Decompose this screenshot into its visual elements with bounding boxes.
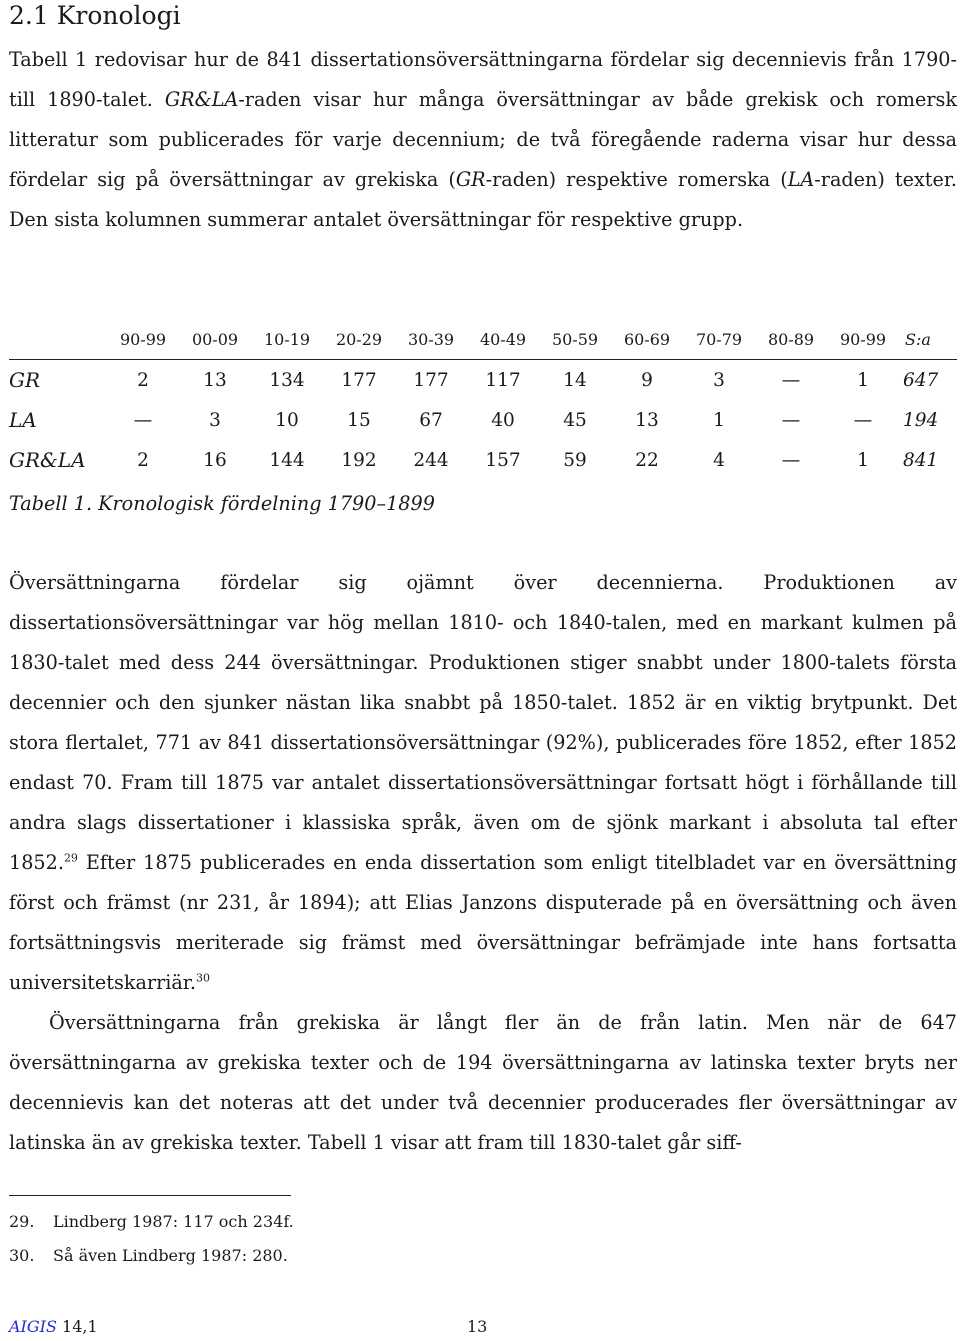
chronology-table	[9, 319, 957, 480]
table-cell: —	[133, 409, 153, 431]
column-header: 70-79	[683, 319, 755, 360]
table-cell: 2	[137, 369, 149, 391]
body-paragraph-2: Översättningarna från grekiska är långt fler än de från latin. Men när de 647 översättningarna av grekiska texter och de 194 översättningarna av latinska texter bryts ner decennievis kan det noteras att det under två decennier producerades fler översättningar av latinska än av grekiska texter. Tabell 1 visar att fram till 1830-talet går siff-	[9, 1011, 957, 1154]
footnote-number: 30.	[9, 1246, 35, 1265]
header-blank	[9, 319, 107, 360]
column-header: 00-09	[179, 319, 251, 360]
footnote-29	[9, 1210, 294, 1234]
table-cell: 59	[563, 449, 587, 471]
table-cell: 1	[857, 369, 869, 391]
table-header-row	[9, 319, 957, 360]
table-cell: —	[781, 449, 801, 471]
journal-issue: 14,1	[62, 1317, 98, 1336]
table-cell: —	[781, 409, 801, 431]
table-cell: 1	[857, 449, 869, 471]
footnote-text: Så även Lindberg 1987: 280.	[53, 1246, 288, 1265]
body-paragraph-1: Översättningarna fördelar sig ojämnt över decennierna. Produktionen av dissertationsöversättningar var hög mellan 1810- och 1840-talen, med en markant kulmen på 1830-talet med dess 244 översättningar. Produktionen stiger snabbt under 1800-talets första decennier och den sjunker nästan lika snabbt på 1850-talet. 1852 är en viktig brytpunkt. Det stora flertalet, 771 av 841 dissertationsöversättningar (92%), publicerades före 1852, efter 1852 endast 70. Fram till 1875 var antalet dissertationsöversättningar fortsatt högt i förhållande till andra slags dissertationer i klassiska språk, även om de sjönk markant i absoluta tal efter 1852.29 Efter 1875 publicerades en enda dissertation som enligt titelbladet var en översättning först och främst (nr 231, år 1894); att Elias Janzons disputerade på en översättning och även fortsättningsvis meriterade sig främst med översättningar befrämjade inte hans fortsatta universitetskarriär.$^{30}$	[9, 571, 957, 994]
table-cell: 14	[563, 369, 587, 391]
table-cell: 45	[563, 409, 587, 431]
table-cell: 177	[341, 369, 377, 391]
table-cell: 22	[635, 449, 659, 471]
row-label: GR&LA	[9, 448, 86, 472]
footnote-divider	[9, 1195, 291, 1196]
row-sum: 841	[903, 449, 939, 471]
table-cell: 144	[269, 449, 305, 471]
table-cell: 157	[485, 449, 521, 471]
table-cell: 13	[635, 409, 659, 431]
row-sum: 647	[903, 369, 939, 391]
page-number: 13	[467, 1317, 488, 1336]
column-header: 20-29	[323, 319, 395, 360]
table-cell: 244	[413, 449, 449, 471]
column-header: 50-59	[539, 319, 611, 360]
table-cell: 3	[713, 369, 725, 391]
footnote-ref[interactable]: 30	[195, 971, 210, 985]
table-cell: 40	[491, 409, 515, 431]
footnote-30	[9, 1244, 288, 1268]
footnote-number: 29.	[9, 1212, 35, 1231]
row-sum: 194	[903, 409, 939, 431]
table-cell: 16	[203, 449, 227, 471]
column-header: 90-99	[827, 319, 899, 360]
table-cell: —	[853, 409, 873, 431]
table-cell: 3	[209, 409, 221, 431]
table-row-la	[9, 400, 957, 440]
table-cell: 10	[275, 409, 299, 431]
table-cell: 117	[485, 369, 521, 391]
table-cell: 2	[137, 449, 149, 471]
table-cell: 1	[713, 409, 725, 431]
column-header: 90-99	[107, 319, 179, 360]
table-cell: —	[781, 369, 801, 391]
section-heading: 2.1 Kronologi	[9, 1, 181, 30]
column-header: 60-69	[611, 319, 683, 360]
table-cell: 4	[713, 449, 725, 471]
column-header: 40-49	[467, 319, 539, 360]
column-header: 30-39	[395, 319, 467, 360]
table-row-gr	[9, 360, 957, 401]
journal-name[interactable]: AIGIS	[9, 1317, 57, 1336]
intro-paragraph: Tabell 1 redovisar hur de 841 dissertationsöversättningarna fördelar sig decennievis från 1790- till 1890-talet. GR&LA-raden visar hur många översättningar av både grekisk och romersk litteratur som publicerades för varje decennium; de två föregående raderna visar hur dessa fördelar sig på översättningar av grekiska (GR-raden) respektive romerska (LA-raden) texter. Den sista kolumnen summerar antalet översättningar för respektive grupp.	[9, 48, 957, 231]
row-label: LA	[9, 408, 37, 432]
row-label: GR	[9, 368, 41, 392]
table-cell: 13	[203, 369, 227, 391]
table-cell: 9	[641, 369, 653, 391]
column-header: 10-19	[251, 319, 323, 360]
table-cell: 67	[419, 409, 443, 431]
table-row-grla	[9, 440, 957, 480]
table-caption: Tabell 1. Kronologisk fördelning 1790–1899	[9, 492, 435, 515]
sum-column-header: S:a	[899, 319, 957, 360]
table-cell: 192	[341, 449, 377, 471]
table-cell: 177	[413, 369, 449, 391]
body-text	[9, 563, 957, 1163]
table-cell: 15	[347, 409, 371, 431]
column-header: 80-89	[755, 319, 827, 360]
table-cell: 134	[269, 369, 305, 391]
footnote-text: Lindberg 1987: 117 och 234f.	[53, 1212, 294, 1231]
footnote-ref[interactable]: 29	[63, 851, 78, 865]
page-footer	[9, 1316, 957, 1338]
